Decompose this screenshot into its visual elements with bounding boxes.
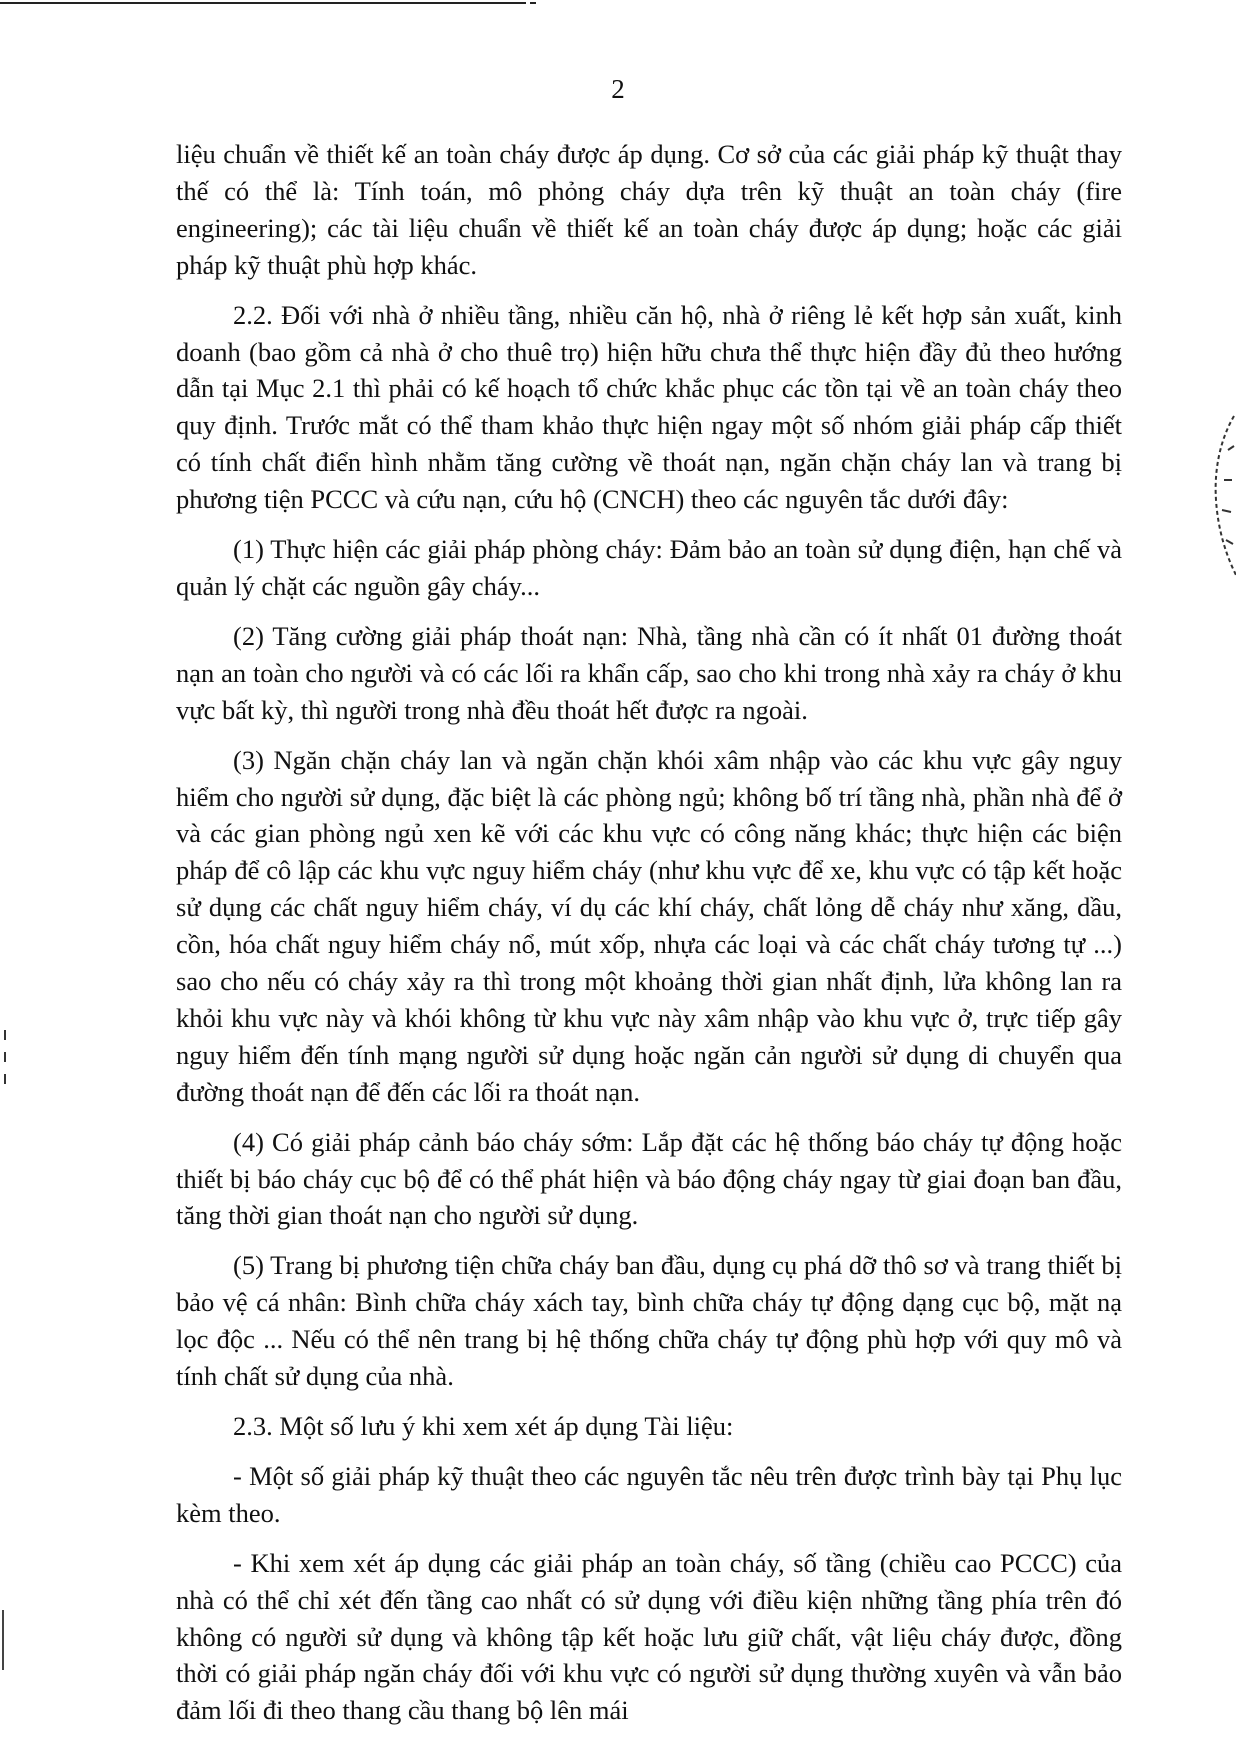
seal-stamp-fragment — [1206, 410, 1236, 580]
paragraph-continued: liệu chuẩn về thiết kế an toàn cháy được áp dụng. Cơ sở của các giải pháp kỹ thuật thay thế có thể là: Tính toán, mô phỏng cháy dựa trên kỹ thuật an toàn cháy (fire engineering); các tài liệu chuẩn về thiết kế an toàn cháy được áp dụng; hoặc các giải pháp kỹ thuật phù hợp khác. — [176, 139, 1122, 280]
paragraph-item-5: (5) Trang bị phương tiện chữa cháy ban đầu, dụng cụ phá dỡ thô sơ và trang thiết bị bảo vệ cá nhân: Bình chữa cháy xách tay, bình chữa cháy tự động dạng cục bộ, mặt nạ lọc độc ... Nếu có thể nên trang bị hệ thống chữa cháy tự động phù hợp với quy mô và tính chất sử dụng của nhà. — [176, 1250, 1122, 1392]
paragraph-item-2: (2) Tăng cường giải pháp thoát nạn: Nhà, tầng nhà cần có ít nhất 01 đường thoát nạn an toàn cho người và có các lối ra khẩn cấp, sao cho khi trong nhà xảy ra cháy ở khu vực bất kỳ, thì người trong nhà đều thoát hết được ra ngoài. — [176, 620, 1122, 725]
paragraph-note-1: - Một số giải pháp kỹ thuật theo các nguyên tắc nêu trên được trình bày tại Phụ lục kèm theo. — [176, 1460, 1122, 1528]
paragraph-item-3: (3) Ngăn chặn cháy lan và ngăn chặn khói xâm nhập vào các khu vực gây nguy hiểm cho người sử dụng, đặc biệt là các phòng ngủ; không bố trí tầng nhà, phần nhà để ở và các gian phòng ngủ xen kẽ với các khu vực có công năng khác; thực hiện các biện pháp để cô lập các khu vực nguy hiểm cháy (như khu vực để xe, khu vực có tập kết hoặc sử dụng các chất nguy hiểm cháy, ví dụ các khí cháy, chất lỏng dễ cháy như xăng, dầu, cồn, hóa chất nguy hiểm cháy nổ, mút xốp, nhựa các loại và các chất cháy tương tự ...) sao cho nếu có cháy xảy ra thì trong một khoảng thời gian nhất định, lửa không lan ra khỏi khu vực này và khói không từ khu vực này xâm nhập vào khu vực ở, trực tiếp gây nguy hiểm đến tính mạng người sử dụng hoặc ngăn cản người sử dụng di chuyển qua đường thoát nạn để đến các lối ra thoát nạn. — [176, 744, 1122, 1107]
body-text — [176, 136, 1122, 1742]
paragraph-item-4: (4) Có giải pháp cảnh báo cháy sớm: Lắp đặt các hệ thống báo cháy tự động hoặc thiết bị báo cháy cục bộ để có thể phát hiện và báo động cháy ngay từ giai đoạn ban đầu, tăng thời gian thoát nạn cho người sử dụng. — [176, 1126, 1122, 1231]
top-rule — [0, 2, 520, 4]
top-rule-dash — [480, 2, 540, 4]
binding-marks — [4, 1030, 8, 1100]
paragraph-2-3: 2.3. Một số lưu ý khi xem xét áp dụng Tài liệu: — [233, 1411, 734, 1441]
paragraph-item-1: (1) Thực hiện các giải pháp phòng cháy: Đảm bảo an toàn sử dụng điện, hạn chế và quản lý chặt các nguồn gây cháy... — [176, 534, 1122, 601]
scan-edge — [2, 1610, 4, 1670]
paragraph-note-2: - Khi xem xét áp dụng các giải pháp an toàn cháy, số tầng (chiều cao PCCC) của nhà có thể chỉ xét đến tầng cao nhất có sử dụng với điều kiện những tầng phía trên đó không có người sử dụng và không tập kết hoặc lưu giữ chất, vật liệu cháy được, đồng thời có giải pháp ngăn cháy đối với khu vực có người sử dụng thường xuyên và vẫn bảo đảm lối đi theo thang cầu thang bộ lên mái — [176, 1547, 1122, 1726]
paragraph-2-2: 2.2. Đối với nhà ở nhiều tầng, nhiều căn hộ, nhà ở riêng lẻ kết hợp sản xuất, kinh doanh (bao gồm cả nhà ở cho thuê trọ) hiện hữu chưa thể thực hiện đầy đủ theo hướng dẫn tại Mục 2.1 thì phải có kế hoạch tổ chức khắc phục các tồn tại về an toàn cháy theo quy định. Trước mắt có thể tham khảo thực hiện ngay một số nhóm giải pháp cấp thiết có tính chất điển hình nhằm tăng cường về thoát nạn, ngăn chặn cháy lan và trang bị phương tiện PCCC và cứu nạn, cứu hộ (CNCH) theo các nguyên tắc dưới đây: — [176, 299, 1122, 515]
page-number: 2 — [611, 74, 625, 104]
